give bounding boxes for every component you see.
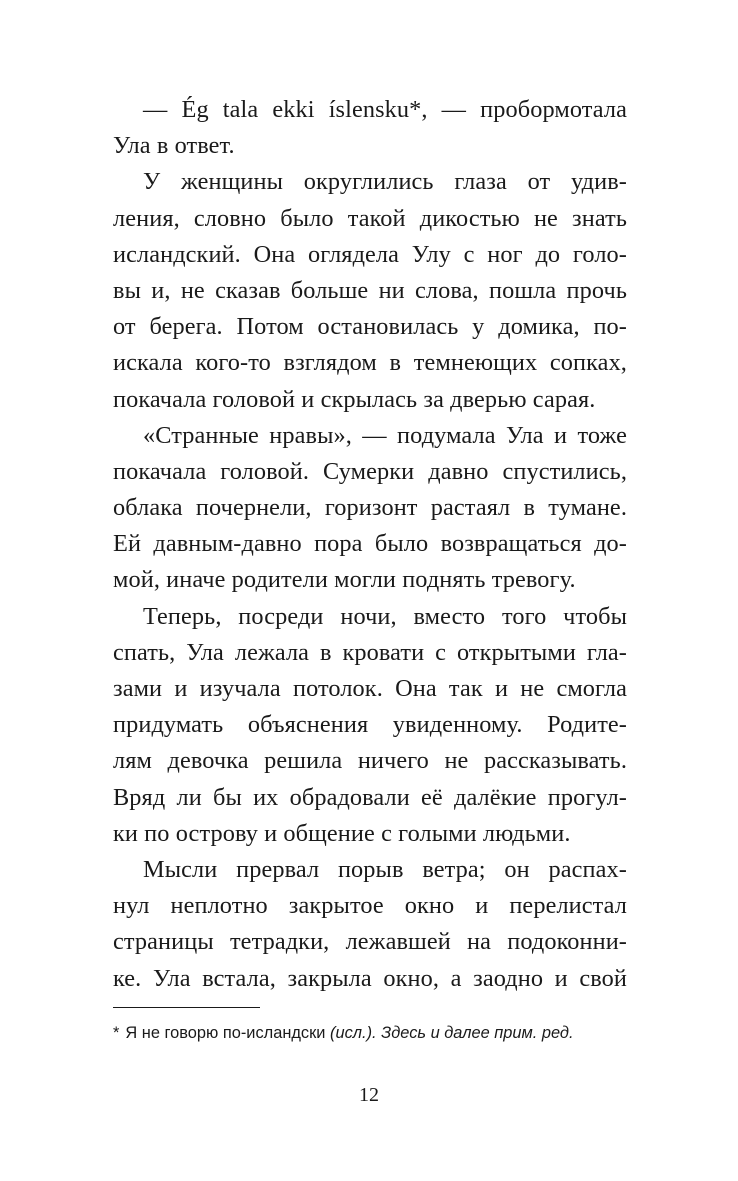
text-line: страницы тетрадки, лежавшей на подоконни- <box>113 928 627 956</box>
paragraph <box>113 852 627 997</box>
paragraph <box>113 92 627 164</box>
text-line: Мысли прервал порыв ветра; он распах- <box>143 855 627 883</box>
footnote-text: Я не говорю по-исландски <box>125 1024 331 1042</box>
text-line: — Ég tala ekki íslensku*, — пробормотала <box>143 96 627 123</box>
text-line: вы и, не сказав больше ни слова, пошла прочь <box>113 276 627 304</box>
text-line: «Странные нравы», — подумала Ула и тоже <box>143 421 627 449</box>
text-line: нул неплотно закрытое окно и перелистал <box>113 892 627 920</box>
paragraph <box>113 599 627 852</box>
text-line: от берега. Потом остановилась у домика, по- <box>113 313 627 341</box>
text-line: облака почернели, горизонт растаял в тумане. <box>113 494 627 522</box>
text-line: покачала головой и скрылась за дверью сарая. <box>113 385 596 413</box>
text-line: ки по острову и общение с голыми людьми. <box>113 819 571 847</box>
text-line: лям девочка решила ничего не рассказывать. <box>113 747 627 775</box>
footnote <box>113 1022 627 1044</box>
footnote-marker: * <box>113 1024 120 1042</box>
paragraph <box>113 164 627 417</box>
text-line: спать, Ула лежала в кровати с открытыми гла- <box>113 638 627 666</box>
paragraph <box>113 418 627 599</box>
text-line: У женщины округлились глаза от удив- <box>143 168 627 196</box>
body-text <box>113 92 627 997</box>
text-line: Теперь, посреди ночи, вместо того чтобы <box>143 602 627 630</box>
text-line: Ей давным-давно пора было возвращаться до- <box>113 530 627 558</box>
footnote-separator <box>113 1007 260 1008</box>
footnote-italic-text: (исл.). Здесь и далее прим. ред. <box>330 1024 574 1042</box>
text-line: придумать объяснения увиденному. Родите- <box>113 711 627 739</box>
text-line: искала кого-то взглядом в темнеющих сопках, <box>113 349 627 377</box>
page-number: 12 <box>359 1084 379 1106</box>
text-line: мой, иначе родители могли поднять тревогу. <box>113 566 576 594</box>
text-line: покачала головой. Сумерки давно спустились, <box>113 457 627 485</box>
text-line: Ула в ответ. <box>113 132 235 160</box>
text-line: Вряд ли бы их обрадовали её далёкие прогул- <box>113 783 627 811</box>
text-line: исландский. Она оглядела Улу с ног до голо- <box>113 240 627 268</box>
text-line: ления, словно было такой дикостью не знать <box>113 204 627 232</box>
text-line: зами и изучала потолок. Она так и не смогла <box>113 675 627 702</box>
text-line: ке. Ула встала, закрыла окно, а заодно и свой <box>113 964 627 992</box>
